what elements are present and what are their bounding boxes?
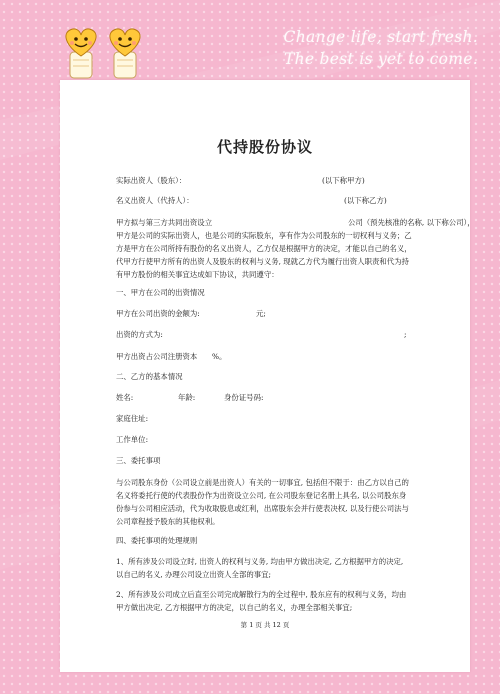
intro-line: 甲方是公司的实际出资人，也是公司的实际股东，享有作为公司股东的一切权利与义务；乙 xyxy=(116,231,412,240)
method-end: ; xyxy=(404,330,407,339)
intro-line: 方是甲方在公司所持有股份的名义出资人，乙方仅是根据甲方的决定，才能以自己的名义， xyxy=(116,244,412,253)
intro-line: 代甲方行使甲方所有的出资人及股东的权利与义务, 现就乙方代为履行出资人职责和代为持 xyxy=(116,257,409,266)
ratio-label: 甲方出资占公司注册资本 xyxy=(116,352,198,361)
section-3-heading: 三、委托事项 xyxy=(116,456,161,465)
entrust-line: 名义将委托行使的代表股份作为出资设立公司, 在公司股东登记名册上具名, 以公司股东身 xyxy=(116,491,407,500)
amount-label: 甲方在公司出资的金额为: xyxy=(116,309,200,318)
slogan-line-2: The best is yet to come. xyxy=(283,50,478,68)
entrust-line: 与公司股东身份（公司设立前是出资人）有关的一切事宜, 包括但不限于：由乙方以自己的 xyxy=(116,478,409,487)
rule-2-line: 2、所有涉及公司成立后直至公司完成解散行为的全过程中, 股东应有的权利与义务，均由 xyxy=(116,590,407,599)
rule-2-line: 甲方做出决定, 乙方根据甲方的决定，以自己的名义，办理全部相关事宜; xyxy=(116,603,353,612)
rule-1-line: 1、所有涉及公司设立时, 出资人的权利与义务, 均由甲方做出决定, 乙方根据甲方的决定, xyxy=(116,557,404,566)
nominee-suffix: (以下称乙方) xyxy=(344,196,387,205)
ratio-unit: %。 xyxy=(212,352,227,361)
id-label: 身份证号码: xyxy=(224,393,264,402)
smiling-hearts-icon xyxy=(58,26,154,82)
entrust-line: 公司章程授予股东的其他权利。 xyxy=(116,517,220,526)
rule-1-line: 以自己的名义, 办理公司设立出资人全部的事宜; xyxy=(116,570,272,579)
investor-label: 实际出资人（股东）： xyxy=(116,176,187,185)
section-2-heading: 二、乙方的基本情况 xyxy=(116,372,183,381)
agreement-body xyxy=(60,80,475,672)
page-title: 代持股份协议 xyxy=(216,138,313,156)
investor-suffix: (以下称甲方) xyxy=(322,176,365,185)
slogan-line-1: Change life, start fresh. xyxy=(283,28,478,46)
name-label: 姓名: xyxy=(116,393,134,402)
method-label: 出资的方式为: xyxy=(116,330,163,339)
address-label: 家庭住址: xyxy=(116,414,149,423)
page-footer: 第 1 页 共 12 页 xyxy=(240,621,290,629)
work-label: 工作单位: xyxy=(116,435,149,444)
intro-text: 公司（预先核准的名称, 以下称公司）， xyxy=(348,218,475,227)
intro-text: 甲方拟与第三方共同出资设立 xyxy=(116,218,213,227)
amount-unit: 元; xyxy=(256,309,266,318)
nominee-label: 名义出资人（代持人）： xyxy=(116,196,194,205)
entrust-line: 份参与公司相应活动，代为收取股息或红利，出席股东会并行使表决权, 以及行使公司法与 xyxy=(116,504,409,513)
intro-line: 有甲方股份的相关事宜达成如下协议，共同遵守： xyxy=(116,270,279,279)
document-page xyxy=(60,80,475,672)
section-4-heading: 四、委托事项的处理规则 xyxy=(116,536,198,545)
age-label: 年龄: xyxy=(178,393,196,402)
section-1-heading: 一、甲方在公司的出资情况 xyxy=(116,288,205,297)
